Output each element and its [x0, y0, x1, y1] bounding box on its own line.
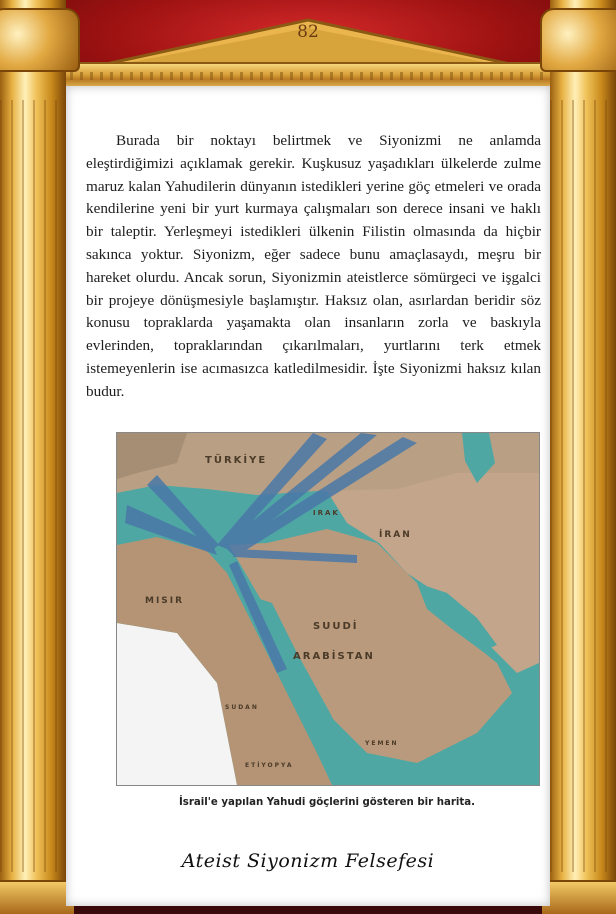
right-column-capital — [540, 8, 616, 72]
map-label-misir: MISIR — [145, 596, 185, 606]
left-column-base — [0, 880, 74, 914]
body-paragraph: Burada bir noktayı belirtmek ve Siyonizmi ne anlamda eleştirdiğimizi açıklamak gerekir. Kuşkusuz yaşadıkları ülkelerde zulme maruz kalan Yahudilerin dünyanın istedikleri yerine göç etmeleri ve orada kendilerine yeni bir yurt kurmaya çalışmaları son derece insani ve haklı bir taleptir. Yerleşmeyi istedikleri ülkenin Filistin olmasında da hiçbir sakınca yoktur. Siyonizm, eğer sadece bunu amaçlasaydı, meşru bir hareket olurdu. Ancak sorun, Siyonizmin ateistlerce sömürgeci ve işgalci bir projeye dönüşmesiyle başlamıştır. Haksız olan, asırlardan beridir söz konusu topraklarda yaşamakta olan insanların zorla ve baskıyla evlerinden, topraklarından çıkarılmaları, yurtlarını terk etmek istemeyenlerin ise acımasızca katledilmesidir. İşte Siyonizmi haksız kılan budur. — [86, 132, 541, 400]
map-label-irak: IRAK — [313, 509, 340, 517]
left-golden-column — [0, 0, 66, 912]
migration-map — [116, 432, 540, 786]
map-label-iran: İRAN — [379, 530, 412, 540]
map-caption: İsrail'e yapılan Yahudi göçlerini gösteren bir harita. — [179, 797, 475, 808]
map-label-sudan: SUDAN — [225, 704, 259, 711]
map-label-etiyopya: ETİYOPYA — [245, 762, 294, 769]
right-column-base — [542, 880, 616, 914]
map-label-suudi: SUUDİ — [313, 621, 359, 632]
map-label-yemen: YEMEN — [365, 740, 399, 747]
left-column-capital — [0, 8, 80, 72]
book-title-footer: Ateist Siyonizm Felsefesi — [181, 850, 435, 872]
map-label-arabistan: ARABİSTAN — [293, 651, 375, 662]
right-golden-column — [550, 0, 616, 912]
page-number: 82 — [297, 22, 319, 42]
map-label-turkiye: TÜRKİYE — [205, 455, 268, 466]
map-graphic — [117, 433, 539, 785]
